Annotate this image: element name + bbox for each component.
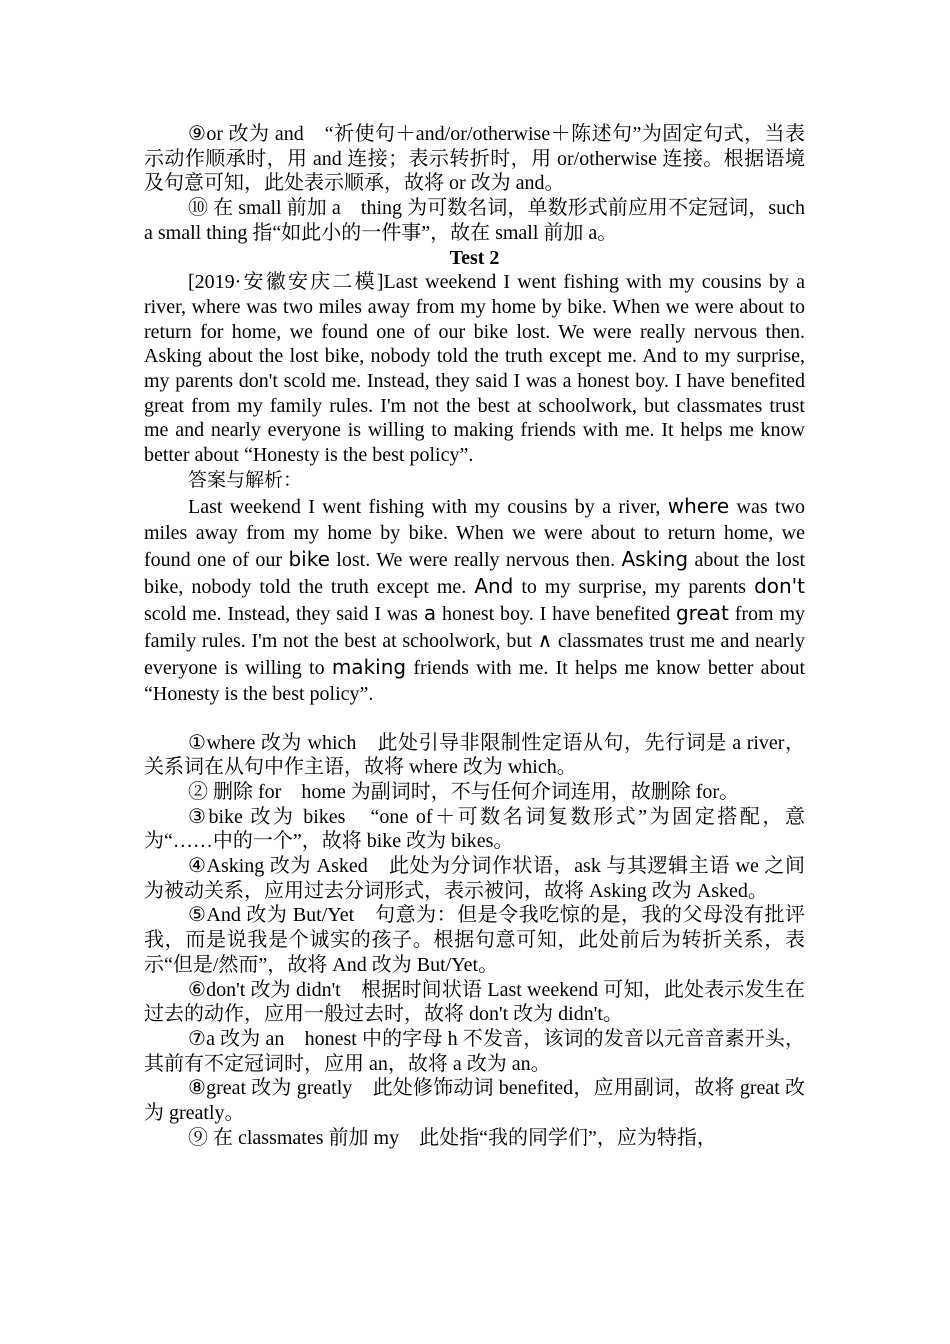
note-paragraph: ⑨or 改为 and “祈使句＋and/or/otherwise＋陈述句”为固定句式，当表示动作顺承时，用 and 连接；表示转折时，用 or/otherwise 连接。根据语境及句意可知，此处表示顺承，故将 or 改为 and。 xyxy=(144,123,805,195)
note-paragraph: ⑨ 在 classmates 前加 my 此处指“我的同学们”，应为特指， xyxy=(188,1126,717,1149)
answer-label: 答案与解析： xyxy=(188,468,303,491)
test-title: Test 2 xyxy=(449,246,500,269)
marked-passage: Last weekend I went fishing with my cousins by a river, where was two miles away from my home by bike. When we were about to return home, we found one of our bike lost. We were really nervous then. Asking about the lost bike, nobody told the truth except me. And to my surprise, my parents don't scold me. Instead, they said I was a honest boy. I have benefited great from my family rules. I'm not the best at schoolwork, but ∧ classmates trust me and nearly everyone is willing to making friends with me. It helps me know better about “Honesty is the best policy”. xyxy=(144,493,806,705)
note-paragraph: ①where 改为 which 此处引导非限制性定语从句，先行词是 a river，关系词在从句中作主语，故将 where 改为 which。 xyxy=(144,731,805,779)
note-paragraph: ⑩ 在 small 前加 a thing 为可数名词，单数形式前应用不定冠词，such a small thing 指“如此小的一件事”，故在 small 前加 a。 xyxy=(144,197,805,244)
note-paragraph: ③bike 改为 bikes “one of＋可数名词复数形式”为固定搭配，意为“……中的一个”，故将 bike 改为 bikes。 xyxy=(144,805,805,853)
note-paragraph: ② 删除 for home 为副词时，不与任何介词连用，故删除 for。 xyxy=(188,780,740,803)
note-paragraph: ⑥don't 改为 didn't 根据时间状语 Last weekend 可知，此处表示发生在过去的动作，应用一般过去时，故将 don't 改为 didn't。 xyxy=(144,978,805,1026)
note-paragraph: ④Asking 改为 Asked 此处为分词作状语，ask 与其逻辑主语 we 之间为被动关系，应用过去分词形式，表示被问，故将 Asking 改为 Asked。 xyxy=(144,855,805,902)
error-mark-7: great xyxy=(675,600,729,625)
error-mark-1: where xyxy=(667,493,730,518)
error-mark-5: don't xyxy=(754,573,806,598)
note-paragraph: ⑤And 改为 But/Yet 句意为：但是令我吃惊的是，我的父母没有批评我，而是说我是个诚实的孩子。根据句意可知，此处前后为转折关系，表示“但是/然而”，故将 And 改为 But/Yet。 xyxy=(144,904,805,976)
source-label: [2019·安徽安庆二模] xyxy=(188,271,384,294)
error-mark-9: making xyxy=(331,654,407,679)
error-mark-8: ∧ xyxy=(537,627,553,652)
error-mark-6: a xyxy=(423,600,437,625)
document-page xyxy=(144,122,805,1151)
error-mark-2: bike xyxy=(288,546,330,571)
passage-paragraph xyxy=(144,270,805,468)
note-paragraph: ⑦a 改为 an honest 中的字母 h 不发音，该词的发音以元音音素开头，其前有不定冠词时，应用 an，故将 a 改为 an。 xyxy=(144,1027,805,1075)
error-mark-4: And xyxy=(474,573,514,598)
passage-text: Last weekend I went fishing with my cousins by a river, where was two miles away from my home by bike. When we were about to return for home, we found one of our bike lost. We were really nervous then. Asking about the lost bike, nobody told the truth except me. And to my surprise, my parents don't scold me. Instead, they said I was a honest boy. I have benefited great from my family rules. I'm not the best at schoolwork, but classmates trust me and nearly everyone is willing to making friends with me. It helps me know better about “Honesty is the best policy”. xyxy=(144,271,806,467)
note-paragraph: ⑧great 改为 greatly 此处修饰动词 benefited，应用副词，故将 great 改为 greatly。 xyxy=(144,1077,805,1125)
error-mark-3: Asking xyxy=(621,546,689,571)
spacer xyxy=(144,707,805,731)
